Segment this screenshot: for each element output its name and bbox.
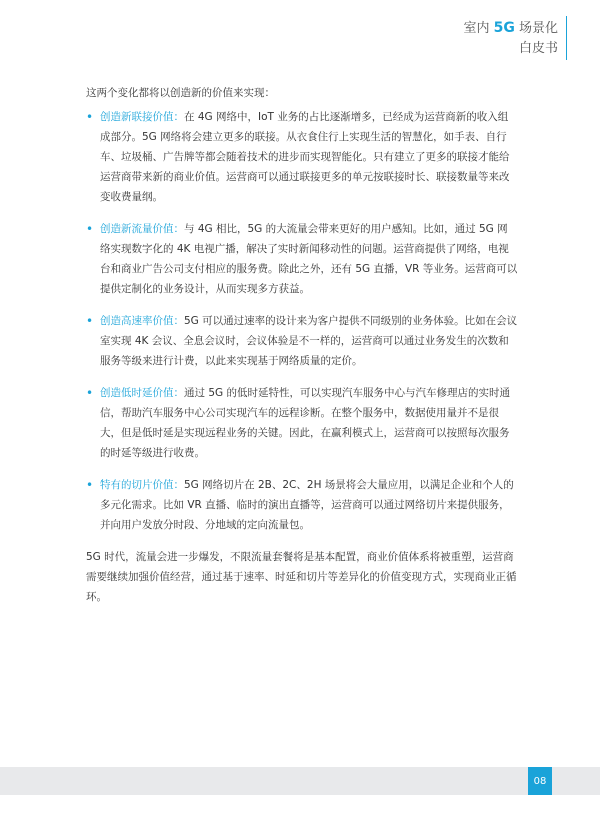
list-item-text: 5G 网络切片在 2B、2C、2H 场景将会大量应用，以满足企业和个人的多元化需求。比如 VR 直播、临时的演出直播等，运营商可以通过网络切片来提供服务，并向用户发放分时段、分地域的定向流量包。 — [100, 479, 514, 531]
footer-bar — [0, 767, 600, 795]
list-item — [86, 475, 518, 535]
page-number: 08 — [528, 767, 552, 795]
intro-paragraph: 这两个变化都将以创造新的价值来实现： — [86, 87, 275, 99]
bullet-icon: • — [86, 478, 94, 492]
list-item — [86, 311, 518, 371]
list-item-separator: ： — [173, 315, 184, 327]
list-item-term: 特有的切片价值 — [100, 479, 174, 491]
list-item — [86, 107, 518, 207]
header-title-pre: 室内 — [463, 21, 494, 36]
list-item-text: 在 4G 网络中，IoT 业务的占比逐渐增多，已经成为运营商新的收入组成部分。5G 网络将会建立更多的联接。从衣食住行上实现生活的智慧化，如手表、自行车、垃圾桶、广告牌等都会随着技术的进步而实现智能化。只有建立了更多的联接才能给运营商带来新的商业价值。运营商可以通过联接更多的单元按联接时长、联接数量等来改变收费量纲。 — [100, 111, 510, 203]
list-item-term: 创造低时延价值 — [100, 387, 174, 399]
header-subtitle: 白皮书 — [518, 41, 558, 56]
list-item-separator: ： — [173, 479, 184, 491]
header-title-highlight: 5G — [493, 20, 515, 36]
list-item — [86, 383, 518, 463]
bullet-icon: • — [86, 314, 94, 328]
list-item-separator: ： — [173, 387, 184, 399]
bullet-icon: • — [86, 110, 94, 124]
bullet-icon: • — [86, 222, 94, 236]
list-item-text: 与 4G 相比，5G 的大流量会带来更好的用户感知。比如，通过 5G 网络实现数字化的 4K 电视广播，解决了实时新闻移动性的问题。运营商提供了网络，电视台和商业广告公司支付相应的服务费。除此之外，还有 5G 直播，VR 等业务。运营商可以提供定制化的业务设计，从而实现多方获益。 — [100, 223, 518, 295]
list-item-term: 创造新流量价值 — [100, 223, 174, 235]
list-item-term: 创造新联接价值 — [100, 111, 174, 123]
header-title-post: 场景化 — [514, 21, 558, 36]
list-item-separator: ： — [173, 111, 184, 123]
list-item — [86, 219, 518, 299]
main-content — [86, 83, 518, 607]
document-header — [463, 18, 558, 59]
closing-paragraph: 5G 时代，流量会进一步爆发，不限流量套餐将是基本配置，商业价值体系将被重塑，运营商需要继续加强价值经营，通过基于速率、时延和切片等差异化的价值变现方式，实现商业正循环。 — [86, 551, 517, 603]
header-divider — [566, 16, 567, 60]
list-item-text: 通过 5G 的低时延特性，可以实现汽车服务中心与汽车修理店的实时通信，帮助汽车服务中心公司实现汽车的远程诊断。在整个服务中，数据使用量并不是很大，但是低时延是实现远程业务的关键。因此，在赢利模式上，运营商可以按照每次服务的时延等级进行收费。 — [100, 387, 510, 459]
value-list — [86, 107, 518, 535]
bullet-icon: • — [86, 386, 94, 400]
list-item-separator: ： — [173, 223, 184, 235]
header-title — [463, 18, 558, 39]
list-item-term: 创造高速率价值 — [100, 315, 174, 327]
list-item-text: 5G 可以通过速率的设计来为客户提供不同级别的业务体验。比如在会议室实现 4K 会议、全息会议时，会议体验是不一样的，运营商可以通过业务发生的次数和服务等级来进行计费，以此来实现基于网络质量的定价。 — [100, 315, 518, 367]
